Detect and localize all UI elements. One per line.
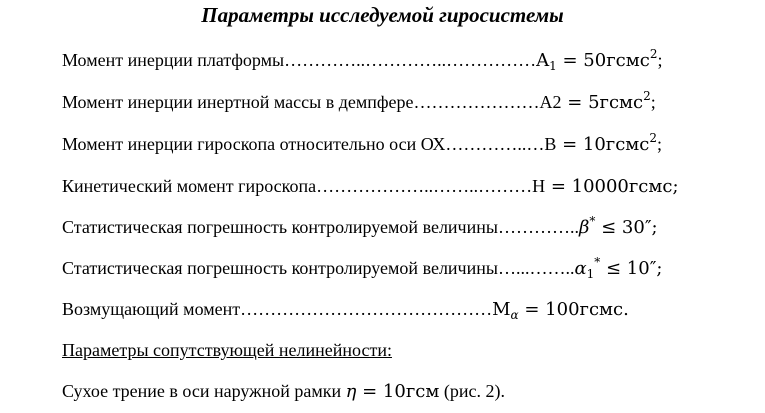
- parameter-value: ≤ 30″;: [595, 217, 658, 238]
- figure-reference: (рис. 2).: [439, 381, 505, 401]
- dot-leader: …………..…: [445, 134, 545, 154]
- parameter-power: 2: [643, 89, 651, 103]
- parameter-power: 2: [649, 131, 658, 145]
- section-heading-nonlinearity: Параметры сопутствующей нелинейности:: [62, 340, 392, 360]
- parameter-subscript: α: [510, 308, 519, 322]
- line-terminator: ;: [657, 134, 663, 154]
- parameter-symbol: A2: [539, 92, 562, 112]
- parameter-symbol: α: [574, 258, 587, 279]
- parameter-value: = 10гсмс: [556, 134, 650, 155]
- parameter-gyro-inertia-ox: [62, 132, 662, 157]
- line-terminator: ;: [657, 50, 663, 70]
- parameter-value: ≤ 10″;: [600, 258, 663, 279]
- parameter-value: = 5гсмс: [561, 92, 644, 113]
- parameter-label: Статистическая погрешность контролируемой величины: [62, 258, 498, 278]
- dot-leader: …………..: [497, 217, 579, 237]
- parameter-label: Кинетический момент гироскопа: [62, 176, 317, 196]
- parameter-label: Момент инерции инертной массы в демпфере: [62, 92, 414, 112]
- parameter-symbol: η: [345, 381, 357, 402]
- dot-leader: ………………..……..………: [316, 176, 533, 196]
- parameter-value: = 10000гсмс;: [545, 176, 679, 197]
- parameter-value: = 100гсмс.: [518, 299, 629, 320]
- parameter-symbol: H: [532, 176, 546, 196]
- parameter-symbol: M: [492, 299, 511, 320]
- parameter-subscript: 1: [549, 59, 557, 73]
- parameter-subscript: 1: [586, 267, 595, 281]
- parameter-superscript: *: [589, 214, 596, 228]
- dot-leader: …...……..: [497, 258, 575, 278]
- parameter-symbol: B: [544, 134, 557, 154]
- parameter-platform-inertia: [62, 48, 662, 73]
- dot-leader: ……………………………………: [240, 299, 493, 319]
- parameter-dry-friction: [62, 379, 505, 404]
- dot-leader: …………..…………..……………: [284, 50, 537, 70]
- line-terminator: ;: [650, 92, 656, 112]
- parameter-value: = 10гсм: [356, 381, 440, 402]
- parameter-label: Возмущающий момент: [62, 299, 241, 319]
- dot-leader: …………………: [413, 92, 540, 112]
- parameter-label: Момент инерции платформы: [62, 50, 285, 70]
- parameter-label: Сухое трение в оси наружной рамки: [62, 381, 346, 401]
- parameter-superscript: *: [594, 255, 601, 269]
- parameter-label: Момент инерции гироскопа относительно оси ОХ: [62, 134, 446, 154]
- parameter-damper-mass-inertia: [62, 90, 656, 115]
- parameter-value: = 50гсмс: [556, 50, 650, 71]
- parameter-symbol: β: [578, 217, 590, 238]
- parameter-label: Статистическая погрешность контролируемой величины: [62, 217, 498, 237]
- document-title: Параметры исследуемой гиросистемы: [201, 3, 564, 27]
- parameter-disturbing-moment: [62, 297, 629, 322]
- parameter-kinetic-moment: [62, 174, 679, 199]
- parameter-static-error-alpha: [62, 256, 663, 281]
- parameter-power: 2: [649, 47, 658, 61]
- parameter-static-error-beta: [62, 215, 658, 240]
- parameter-symbol: A: [536, 50, 550, 71]
